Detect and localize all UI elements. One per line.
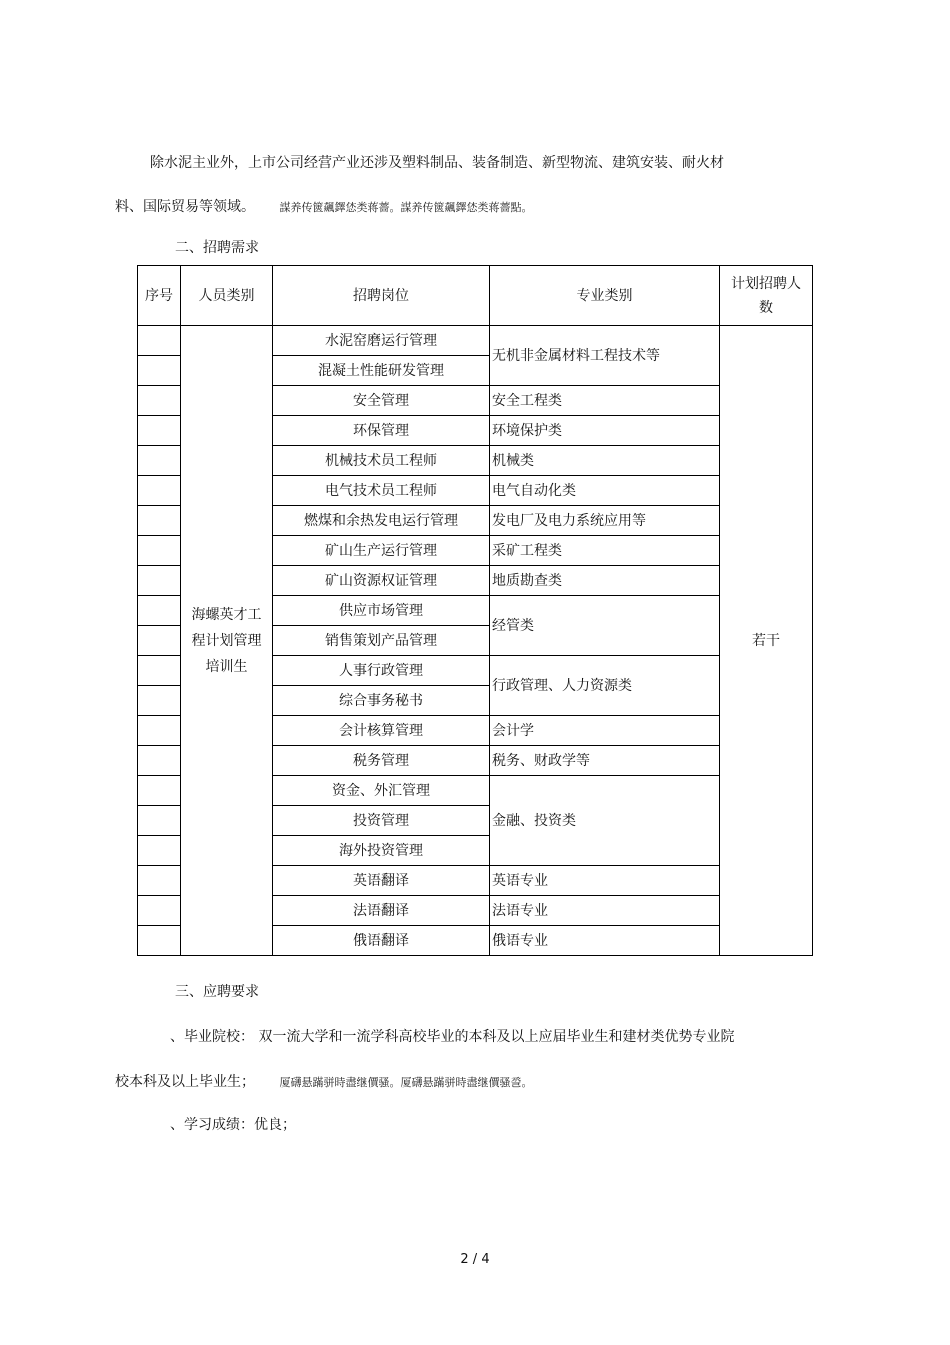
seq-cell: [138, 386, 181, 416]
seq-cell: [138, 566, 181, 596]
seq-cell: [138, 506, 181, 536]
position-cell: 人事行政管理: [273, 656, 490, 686]
major-cell: 税务、财政学等: [490, 746, 720, 776]
position-cell: 英语翻译: [273, 866, 490, 896]
category-text: 海螺英才工程计划管理培训生: [191, 606, 262, 675]
major-cell: 英语专业: [490, 866, 720, 896]
major-cell: 无机非金属材料工程技术等: [490, 326, 720, 386]
major-cell: 金融、投资类: [490, 776, 720, 866]
seq-cell: [138, 596, 181, 626]
seq-cell: [138, 716, 181, 746]
seq-cell: [138, 686, 181, 716]
major-cell: 采矿工程类: [490, 536, 720, 566]
position-cell: 销售策划产品管理: [273, 626, 490, 656]
page-number: 2 / 4: [460, 1252, 490, 1267]
table-header-row: [138, 266, 813, 326]
seq-cell: [138, 776, 181, 806]
position-cell: 机械技术员工程师: [273, 446, 490, 476]
seq-cell: [138, 356, 181, 386]
count-cell: 若干: [720, 326, 813, 956]
header-major: 专业类别: [490, 266, 720, 326]
position-cell: 俄语翻译: [273, 926, 490, 956]
table-row: [138, 326, 813, 356]
header-seq: 序号: [138, 266, 181, 326]
seq-cell: [138, 326, 181, 356]
seq-cell: [138, 746, 181, 776]
category-cell: [181, 326, 273, 956]
seq-cell: [138, 896, 181, 926]
major-cell: 经管类: [490, 596, 720, 656]
position-cell: 供应市场管理: [273, 596, 490, 626]
major-cell: 法语专业: [490, 896, 720, 926]
requirement-cont-noise: 厦礴悬蹣骈時盡继價骚。厦礴悬蹣骈時盡继價骚巹。: [279, 1076, 533, 1089]
major-cell: 安全工程类: [490, 386, 720, 416]
position-cell: 安全管理: [273, 386, 490, 416]
requirement-graduation-school-cont: [115, 1072, 532, 1093]
position-cell: 燃煤和余热发电运行管理: [273, 506, 490, 536]
recruitment-table: [137, 265, 813, 956]
seq-cell: [138, 536, 181, 566]
section-title-recruitment-needs: 二、招聘需求: [175, 240, 259, 256]
intro-paragraph-line1: 除水泥主业外，上市公司经营产业还涉及塑料制品、装备制造、新型物流、建筑安装、耐火材: [150, 155, 724, 171]
position-cell: 会计核算管理: [273, 716, 490, 746]
requirement-cont-text: 校本科及以上毕业生；: [115, 1074, 255, 1090]
seq-cell: [138, 926, 181, 956]
seq-cell: [138, 656, 181, 686]
position-cell: 综合事务秘书: [273, 686, 490, 716]
position-cell: 矿山生产运行管理: [273, 536, 490, 566]
intro-line2-text: 料、国际贸易等领域。: [115, 199, 255, 215]
position-cell: 资金、外汇管理: [273, 776, 490, 806]
major-cell: 行政管理、人力资源类: [490, 656, 720, 716]
major-cell: 电气自动化类: [490, 476, 720, 506]
intro-line2-noise: 謀养传篋飆鐸恷类蒋薔。謀养传篋飆鐸恷类蒋薔點。: [279, 201, 533, 214]
header-count: 计划招聘人数: [720, 266, 813, 326]
position-cell: 矿山资源权证管理: [273, 566, 490, 596]
requirement-graduation-school: 、毕业院校： 双一流大学和一流学科高校毕业的本科及以上应届毕业生和建材类优势专业院: [170, 1029, 735, 1045]
section-title-application-requirements: 三、应聘要求: [175, 984, 259, 1000]
header-category: 人员类别: [181, 266, 273, 326]
major-cell: 环境保护类: [490, 416, 720, 446]
intro-paragraph-line2: [115, 197, 532, 218]
major-cell: 地质勘查类: [490, 566, 720, 596]
seq-cell: [138, 416, 181, 446]
header-position: 招聘岗位: [273, 266, 490, 326]
position-cell: 税务管理: [273, 746, 490, 776]
seq-cell: [138, 836, 181, 866]
position-cell: 水泥窑磨运行管理: [273, 326, 490, 356]
position-cell: 混凝土性能研发管理: [273, 356, 490, 386]
position-cell: 法语翻译: [273, 896, 490, 926]
position-cell: 投资管理: [273, 806, 490, 836]
seq-cell: [138, 866, 181, 896]
major-cell: 发电厂及电力系统应用等: [490, 506, 720, 536]
major-cell: 俄语专业: [490, 926, 720, 956]
seq-cell: [138, 806, 181, 836]
seq-cell: [138, 446, 181, 476]
major-cell: 会计学: [490, 716, 720, 746]
requirement-academic-performance: 、学习成绩：优良；: [170, 1117, 296, 1133]
position-cell: 环保管理: [273, 416, 490, 446]
seq-cell: [138, 626, 181, 656]
position-cell: 电气技术员工程师: [273, 476, 490, 506]
major-cell: 机械类: [490, 446, 720, 476]
position-cell: 海外投资管理: [273, 836, 490, 866]
seq-cell: [138, 476, 181, 506]
